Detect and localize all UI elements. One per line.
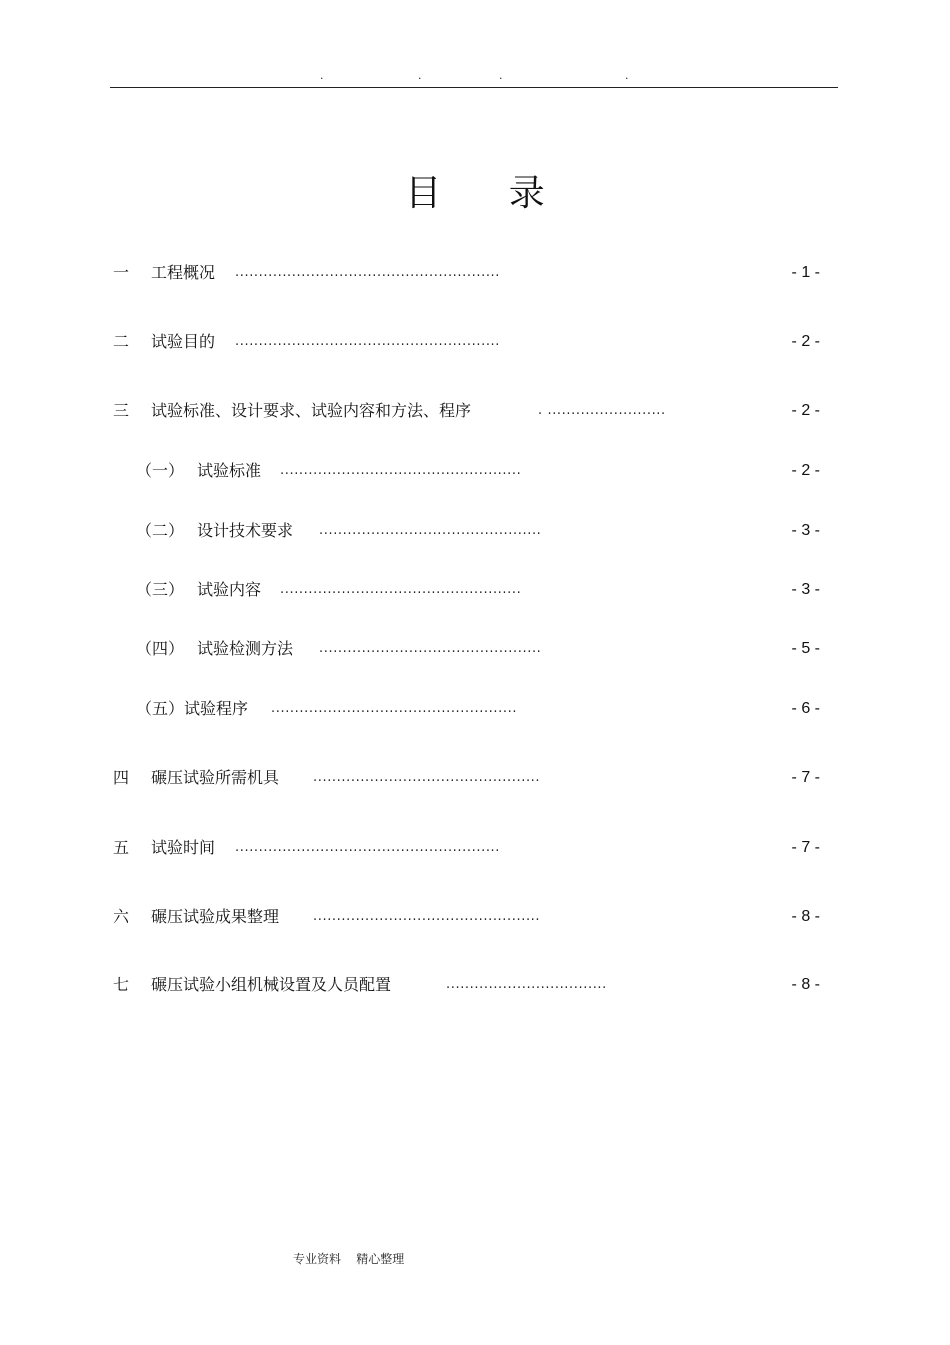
header-rule <box>110 87 838 88</box>
header-dots <box>110 70 838 82</box>
toc-entry[interactable] <box>0 767 950 789</box>
toc-entry-number: 六 <box>113 907 130 926</box>
toc-entry-label: 试验程序 <box>184 699 249 718</box>
toc-entry-number: 一 <box>113 263 130 282</box>
toc-entry[interactable] <box>0 331 950 353</box>
toc-entry[interactable] <box>0 698 950 720</box>
page-title: 目 录 <box>405 173 573 214</box>
toc-entry-page: - 8 - <box>791 976 820 993</box>
footer-text: 专业资料 精心整理 <box>293 1252 405 1266</box>
toc-entry-page: - 2 - <box>791 402 820 419</box>
toc-leader-dots: .................................................... <box>271 701 518 716</box>
toc-leader-dots: ................................................... <box>280 463 522 478</box>
toc-leader-dots: ............................................... <box>319 641 542 656</box>
toc-entry-number: 五 <box>113 838 130 857</box>
toc-leader-dots: ................................................ <box>313 909 541 924</box>
toc-entry-number: （四） <box>136 639 185 658</box>
toc-entry-label: 碾压试验成果整理 <box>151 907 280 926</box>
toc-entry[interactable] <box>0 638 950 660</box>
toc-leader-dots: ................................................... <box>280 582 522 597</box>
toc-entry-label: 碾压试验所需机具 <box>151 768 280 787</box>
toc-entry-page: - 2 - <box>791 462 820 479</box>
toc-entry-number: （五） <box>136 699 185 718</box>
toc-leader-dots: ........................................................ <box>235 840 501 855</box>
toc-entry-page: - 8 - <box>791 908 820 925</box>
toc-entry-page: - 5 - <box>791 640 820 657</box>
toc-entry-label: 试验内容 <box>197 580 262 599</box>
toc-entry-number: 四 <box>113 768 130 787</box>
header-dot: . <box>418 69 422 82</box>
header-dot: . <box>320 69 324 82</box>
toc-entry-label: 碾压试验小组机械设置及人员配置 <box>151 975 392 994</box>
toc-entry-page: - 6 - <box>791 700 820 717</box>
toc-entry-label: 试验时间 <box>151 838 216 857</box>
toc-leader-dots: .................................. <box>446 977 607 992</box>
toc-entry-number: 七 <box>113 975 130 994</box>
toc-leader-dots: ............................................... <box>319 523 542 538</box>
toc-entry-number: 二 <box>113 332 130 351</box>
toc-entry-label: 工程概况 <box>151 263 216 282</box>
toc-entry[interactable] <box>0 837 950 859</box>
toc-entry-page: - 2 - <box>791 333 820 350</box>
toc-leader-dots: ........................................................ <box>235 334 501 349</box>
header-dot: . <box>625 69 629 82</box>
toc-entry-label: 试验标准 <box>197 461 262 480</box>
toc-entry[interactable] <box>0 520 950 542</box>
toc-entry-page: - 3 - <box>791 522 820 539</box>
toc-entry[interactable] <box>0 974 950 996</box>
toc-entry[interactable] <box>0 906 950 928</box>
toc-entry[interactable] <box>0 262 950 284</box>
toc-entry-label: 试验标准、设计要求、试验内容和方法、程序 <box>151 401 472 420</box>
toc-leader-dots: ........................................................ <box>235 265 501 280</box>
toc-entry[interactable] <box>0 400 950 422</box>
toc-leader-dots: ................................................ <box>313 770 541 785</box>
toc-entry[interactable] <box>0 579 950 601</box>
toc-entry-label: 试验检测方法 <box>197 639 294 658</box>
toc-entry-label: 试验目的 <box>151 332 216 351</box>
toc-entry[interactable] <box>0 460 950 482</box>
toc-leader-dots: . ......................... <box>538 403 666 418</box>
toc-entry-page: - 7 - <box>791 769 820 786</box>
toc-entry-page: - 3 - <box>791 581 820 598</box>
toc-entry-number: （二） <box>136 521 185 540</box>
toc-entry-label: 设计技术要求 <box>197 521 294 540</box>
toc-entry-page: - 7 - <box>791 839 820 856</box>
header-dot: . <box>499 69 503 82</box>
toc-entry-page: - 1 - <box>791 264 820 281</box>
toc-entry-number: （一） <box>136 461 185 480</box>
toc-entry-number: （三） <box>136 580 185 599</box>
toc-entry-number: 三 <box>113 401 130 420</box>
